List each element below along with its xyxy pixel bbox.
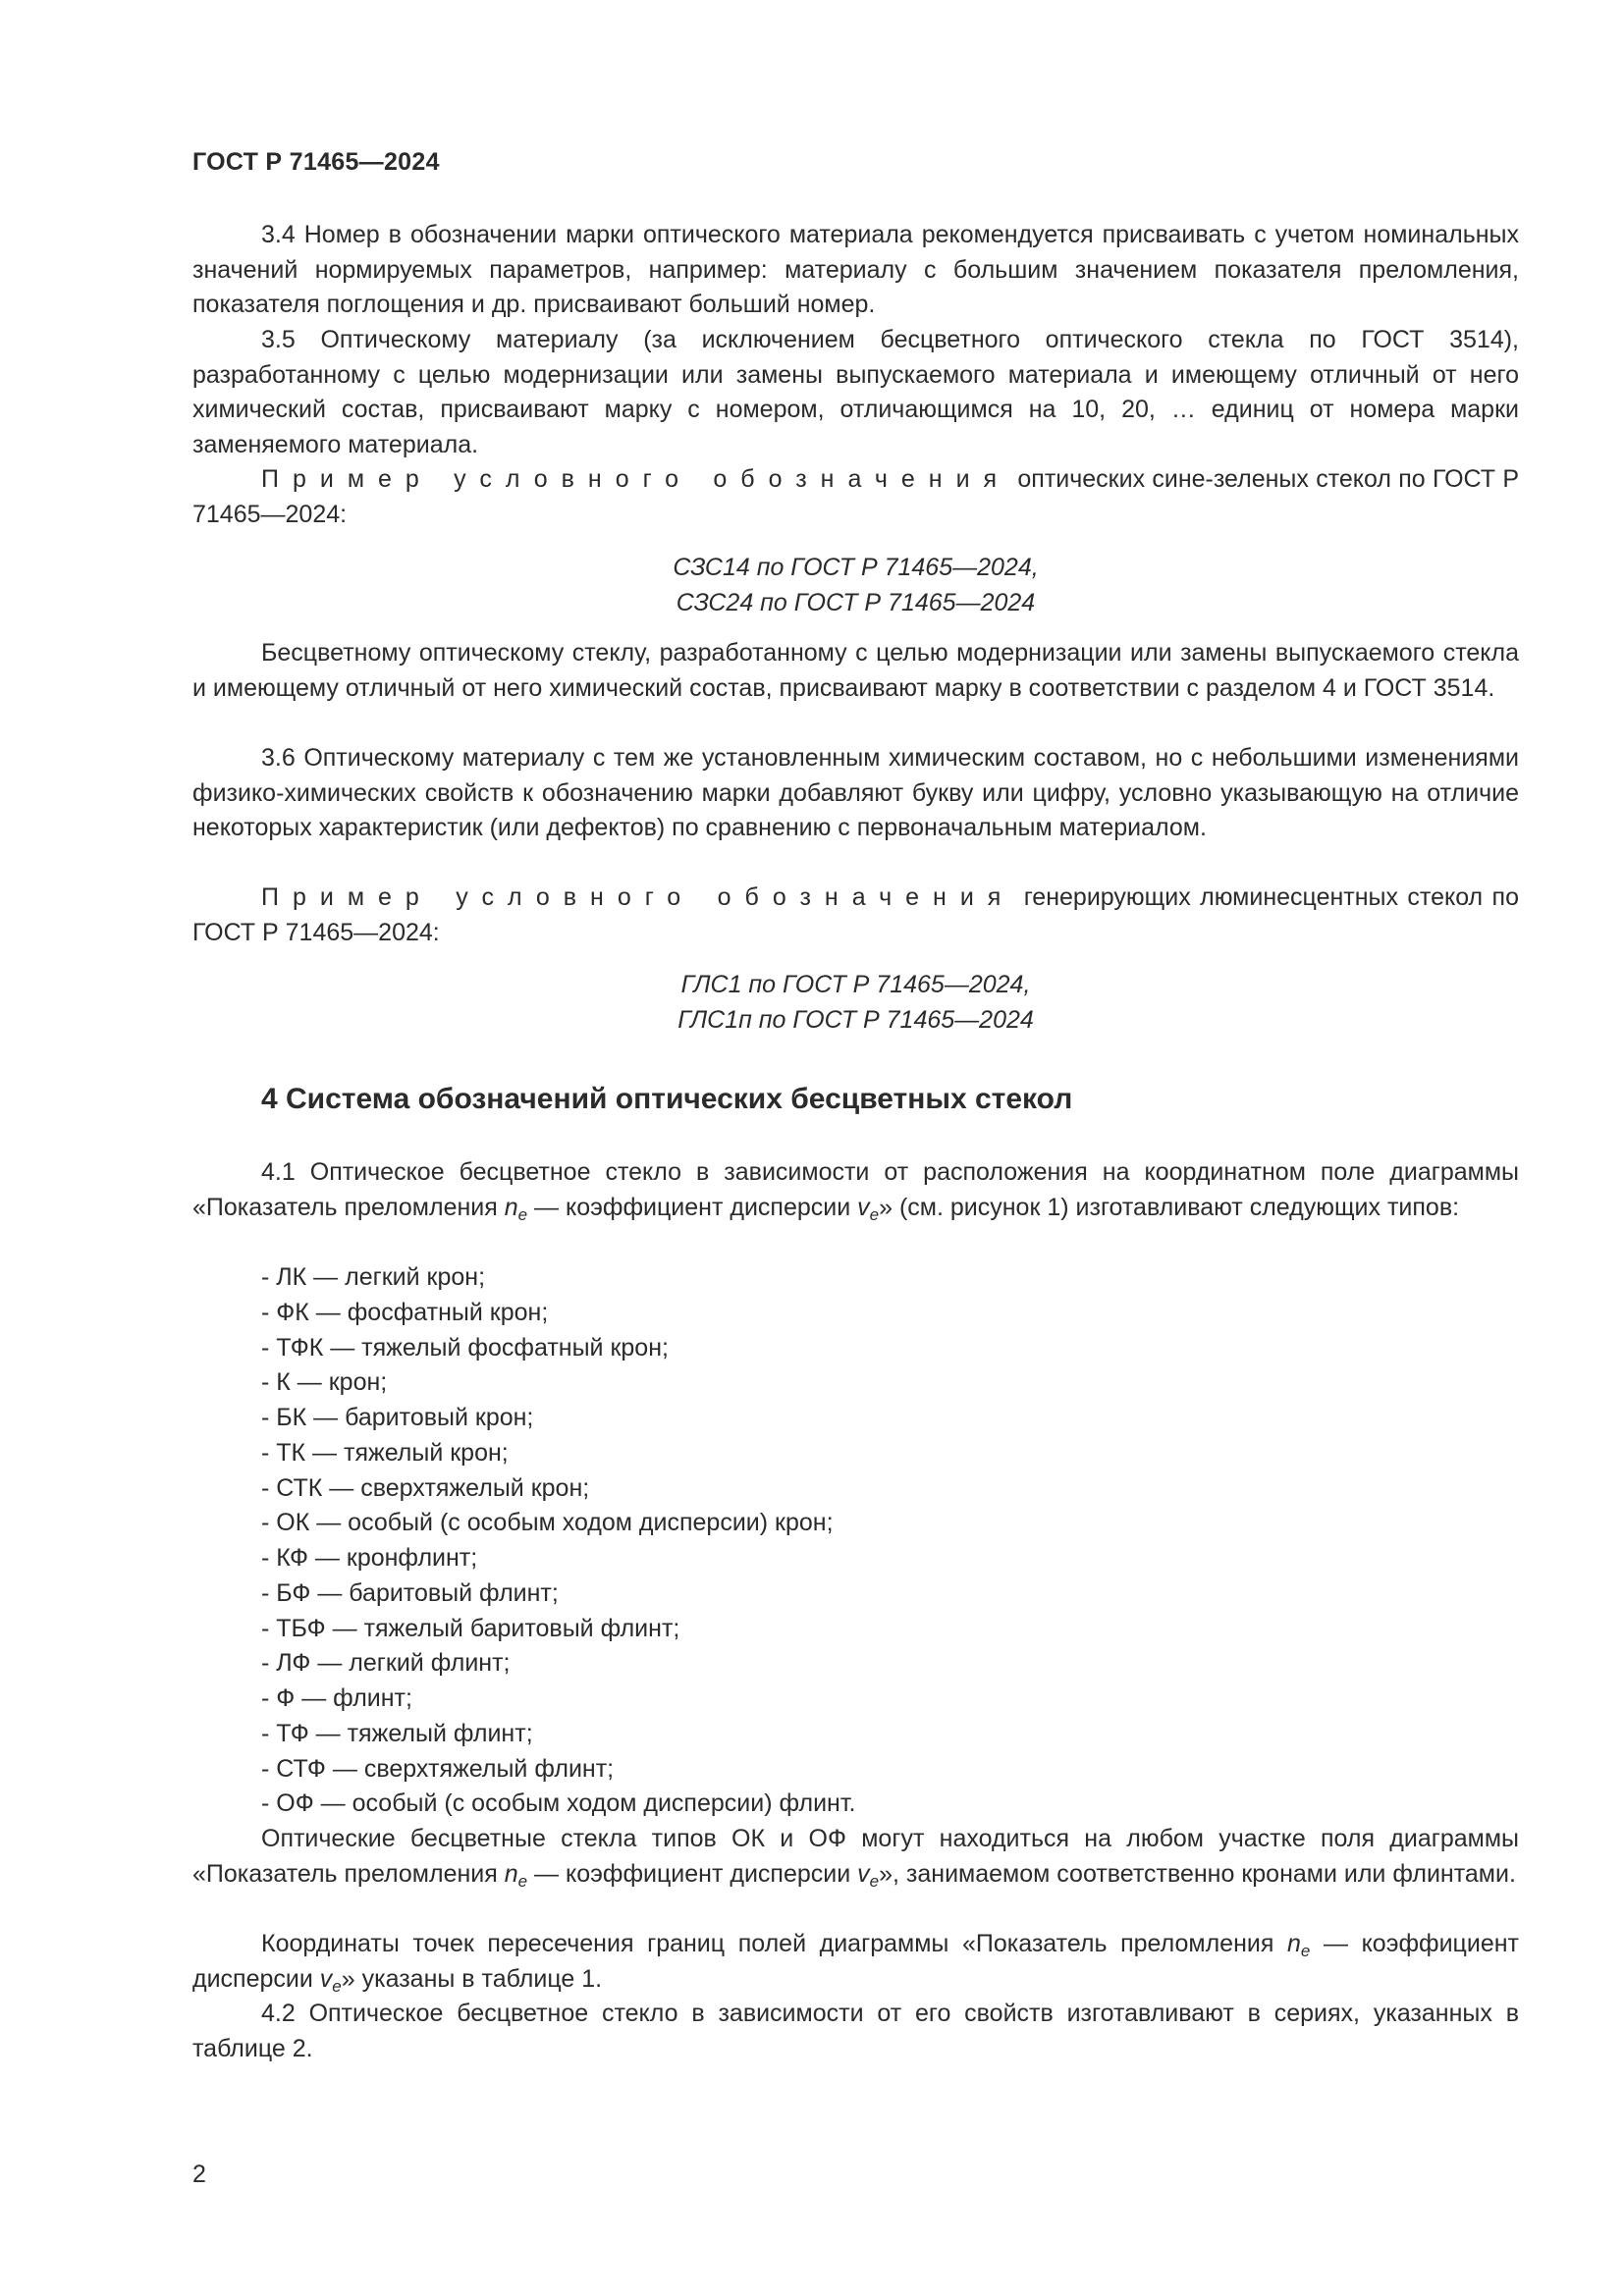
paragraph-3-6: 3.6 Оптическому материалу с тем же установленным химическим составом, но с небольшими изменениями физико-химических свойств к обозначению марки добавляют букву или цифру, условно указывающую на отличие некоторых характеристик (или дефектов) по сравнению с первоначальным материалом. — [192, 744, 1519, 841]
list-item: - БК — баритовый крон; — [261, 1404, 534, 1431]
designation-line: ГЛС1 по ГОСТ Р 71465—2024, — [680, 971, 1031, 998]
example-2-designations — [192, 967, 1519, 1038]
example-text: генерирующих люминесцентных стекол по ГОСТ Р 71465—2024: — [192, 883, 1520, 946]
example-2-intro — [192, 881, 1519, 950]
section-4-heading: 4 Система обозначений оптических бесцветных стекол — [261, 1083, 1073, 1115]
list-item: - ТБФ — тяжелый баритовый флинт; — [261, 1614, 680, 1642]
list-item: - ЛК — легкий крон; — [261, 1263, 486, 1291]
list-item: - Ф — флинт; — [261, 1684, 412, 1712]
list-item: - ЛФ — легкий флинт; — [261, 1649, 511, 1678]
example-1-designations — [192, 550, 1519, 620]
page-number: 2 — [192, 2161, 206, 2188]
list-item: - ТФ — тяжелый флинт; — [261, 1719, 533, 1747]
list-item: - СТК — сверхтяжелый крон; — [261, 1473, 590, 1502]
paragraph-3-4: 3.4 Номер в обозначении марки оптического материала рекомендуется присваивать с учетом номинальных значений нормируемых параметров, например: материалу с большим значением показателя преломления, показателя поглощения и др. присваивают больший номер. — [192, 221, 1519, 318]
example-1-intro — [192, 462, 1519, 532]
paragraph-colorless-glass: Бесцветному оптическому стеклу, разработанному с целью модернизации или замены выпускаемого стекла и имеющему отличный от него химический состав, присваивают марку в соответствии с разделом 4 и ГОСТ 3514. — [192, 639, 1519, 702]
designation-line: СЗС24 по ГОСТ Р 71465—2024 — [676, 589, 1036, 616]
list-item: - ОФ — особый (с особым ходом дисперсии) флинт. — [261, 1789, 856, 1818]
list-item: - БФ — баритовый флинт; — [261, 1578, 559, 1607]
list-item: - ТК — тяжелый крон; — [261, 1438, 509, 1467]
list-item: - К — крон; — [261, 1368, 388, 1397]
paragraph-ok-of: Оптические бесцветные стекла типов ОК и ОФ могут находиться на любом участке поля диаграммы «Показатель преломления $n_e$ — коэффициент дисперсии $v_e$», занимаемом соответственно кронами или флинтами. — [192, 1825, 1519, 1891]
list-item: - КФ — кронфлинт; — [261, 1544, 478, 1572]
paragraph-3-5: 3.5 Оптическому материалу (за исключением бесцветного оптического стекла по ГОСТ 3514), разработанному с целью модернизации или замены выпускаемого материала и имеющему отличный от него химический состав, присваивают марку с номером, отличающимся на 10, 20, … единиц от номера марки заменяемого материала. — [192, 326, 1519, 458]
list-item: - ФК — фосфатный крон; — [261, 1298, 549, 1326]
example-text: оптических сине-зеленых стекол по ГОСТ Р 71465—2024: — [192, 465, 1519, 528]
designation-line: СЗС14 по ГОСТ Р 71465—2024, — [673, 554, 1039, 581]
paragraph-coordinates: Координаты точек пересечения границ полей диаграммы «Показатель преломления $n_e$ — коэффициент дисперсии $v_e$» указаны в таблице 1. — [192, 1930, 1519, 1996]
paragraph-4-2: 4.2 Оптическое бесцветное стекло в зависимости от его свойств изготавливают в сериях, указанных в таблице 2. — [192, 2000, 1519, 2062]
list-item: - ТФК — тяжелый фосфатный крон; — [261, 1333, 669, 1362]
example-label: Пример условного обозначения — [261, 883, 1015, 911]
paragraph-4-1: 4.1 Оптическое бесцветное стекло в зависимости от расположения на координатном поле диаграммы «Показатель преломления $n_e$ — коэффициент дисперсии $v_e$» (см. рисунок 1) изготавливают следующих типов: — [192, 1158, 1519, 1224]
example-label: Пример условного обозначения — [261, 465, 1011, 493]
standard-header: ГОСТ Р 71465—2024 — [192, 148, 440, 176]
list-item: - ОК — особый (с особым ходом дисперсии) крон; — [261, 1509, 834, 1537]
list-item: - СТФ — сверхтяжелый флинт; — [261, 1754, 615, 1783]
designation-line: ГЛС1п по ГОСТ Р 71465—2024 — [677, 1006, 1034, 1034]
glass-types-list — [261, 1260, 855, 1822]
